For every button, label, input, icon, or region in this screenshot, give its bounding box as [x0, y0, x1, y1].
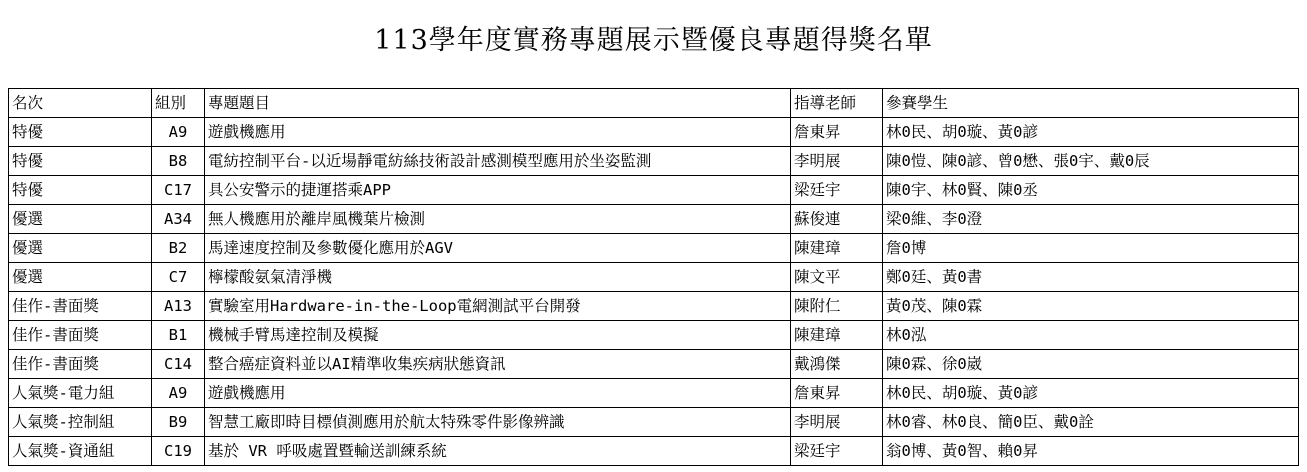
- cell-group: A9: [152, 118, 205, 147]
- header-students: 參賽學生: [883, 89, 1299, 118]
- cell-rank: 佳作-書面獎: [9, 321, 152, 350]
- cell-rank: 佳作-書面獎: [9, 350, 152, 379]
- header-topic: 專題題目: [205, 89, 791, 118]
- cell-advisor: 梁廷宇: [791, 437, 883, 466]
- cell-rank: 特優: [9, 176, 152, 205]
- cell-topic: 電紡控制平台-以近場靜電紡絲技術設計感測模型應用於坐姿監測: [205, 147, 791, 176]
- cell-students: 鄭0廷、黃0書: [883, 263, 1299, 292]
- cell-topic: 基於 VR 呼吸處置暨輸送訓練系統: [205, 437, 791, 466]
- cell-rank: 人氣獎-資通組: [9, 437, 152, 466]
- cell-students: 林0睿、林0良、簡0臣、戴0詮: [883, 408, 1299, 437]
- table-row: [9, 321, 1299, 350]
- cell-advisor: 詹東昇: [791, 118, 883, 147]
- cell-advisor: 李明展: [791, 408, 883, 437]
- table-row: [9, 234, 1299, 263]
- table-row: [9, 176, 1299, 205]
- cell-group: A34: [152, 205, 205, 234]
- cell-rank: 人氣獎-電力組: [9, 379, 152, 408]
- awards-table: [8, 88, 1299, 466]
- cell-group: B9: [152, 408, 205, 437]
- cell-topic: 智慧工廠即時目標偵測應用於航太特殊零件影像辨識: [205, 408, 791, 437]
- page-title: 113學年度實務專題展示暨優良專題得獎名單: [374, 25, 933, 56]
- cell-advisor: 李明展: [791, 147, 883, 176]
- cell-advisor: 蘇俊連: [791, 205, 883, 234]
- cell-topic: 整合癌症資料並以AI精準收集疾病狀態資訊: [205, 350, 791, 379]
- cell-topic: 機械手臂馬達控制及模擬: [205, 321, 791, 350]
- cell-students: 詹0博: [883, 234, 1299, 263]
- table-row: [9, 205, 1299, 234]
- cell-group: C14: [152, 350, 205, 379]
- cell-rank: 優選: [9, 205, 152, 234]
- cell-rank: 特優: [9, 118, 152, 147]
- cell-advisor: 陳建璋: [791, 234, 883, 263]
- cell-topic: 實驗室用Hardware-in-the-Loop電網測試平台開發: [205, 292, 791, 321]
- cell-rank: 佳作-書面獎: [9, 292, 152, 321]
- cell-topic: 遊戲機應用: [205, 379, 791, 408]
- cell-advisor: 陳文平: [791, 263, 883, 292]
- cell-advisor: 戴鴻傑: [791, 350, 883, 379]
- cell-rank: 人氣獎-控制組: [9, 408, 152, 437]
- table-row: [9, 408, 1299, 437]
- cell-rank: 特優: [9, 147, 152, 176]
- cell-rank: 優選: [9, 263, 152, 292]
- cell-topic: 無人機應用於離岸風機葉片檢測: [205, 205, 791, 234]
- table-row: [9, 350, 1299, 379]
- cell-topic: 遊戲機應用: [205, 118, 791, 147]
- header-group: 組別: [152, 89, 205, 118]
- cell-topic: 檸檬酸氨氣清淨機: [205, 263, 791, 292]
- table-row: [9, 118, 1299, 147]
- cell-group: B8: [152, 147, 205, 176]
- cell-group: A9: [152, 379, 205, 408]
- cell-students: 陳0霖、徐0崴: [883, 350, 1299, 379]
- table-row: [9, 147, 1299, 176]
- table-row: [9, 263, 1299, 292]
- table-header-row: [9, 89, 1299, 118]
- cell-students: 翁0博、黃0智、賴0昇: [883, 437, 1299, 466]
- cell-students: 陳0愷、陳0諺、曾0懋、張0宇、戴0辰: [883, 147, 1299, 176]
- table-row: [9, 292, 1299, 321]
- cell-group: C7: [152, 263, 205, 292]
- cell-advisor: 詹東昇: [791, 379, 883, 408]
- cell-advisor: 梁廷宇: [791, 176, 883, 205]
- cell-students: 林0泓: [883, 321, 1299, 350]
- cell-advisor: 陳建璋: [791, 321, 883, 350]
- cell-students: 黃0茂、陳0霖: [883, 292, 1299, 321]
- cell-group: C17: [152, 176, 205, 205]
- header-advisor: 指導老師: [791, 89, 883, 118]
- cell-group: A13: [152, 292, 205, 321]
- table-row: [9, 437, 1299, 466]
- cell-group: C19: [152, 437, 205, 466]
- cell-students: 梁0維、李0澄: [883, 205, 1299, 234]
- header-rank: 名次: [9, 89, 152, 118]
- cell-students: 陳0宇、林0賢、陳0丞: [883, 176, 1299, 205]
- cell-rank: 優選: [9, 234, 152, 263]
- cell-topic: 馬達速度控制及參數優化應用於AGV: [205, 234, 791, 263]
- cell-group: B2: [152, 234, 205, 263]
- cell-topic: 具公安警示的捷運搭乘APP: [205, 176, 791, 205]
- cell-students: 林0民、胡0璇、黃0諺: [883, 379, 1299, 408]
- cell-students: 林0民、胡0璇、黃0諺: [883, 118, 1299, 147]
- table-row: [9, 379, 1299, 408]
- cell-advisor: 陳附仁: [791, 292, 883, 321]
- cell-group: B1: [152, 321, 205, 350]
